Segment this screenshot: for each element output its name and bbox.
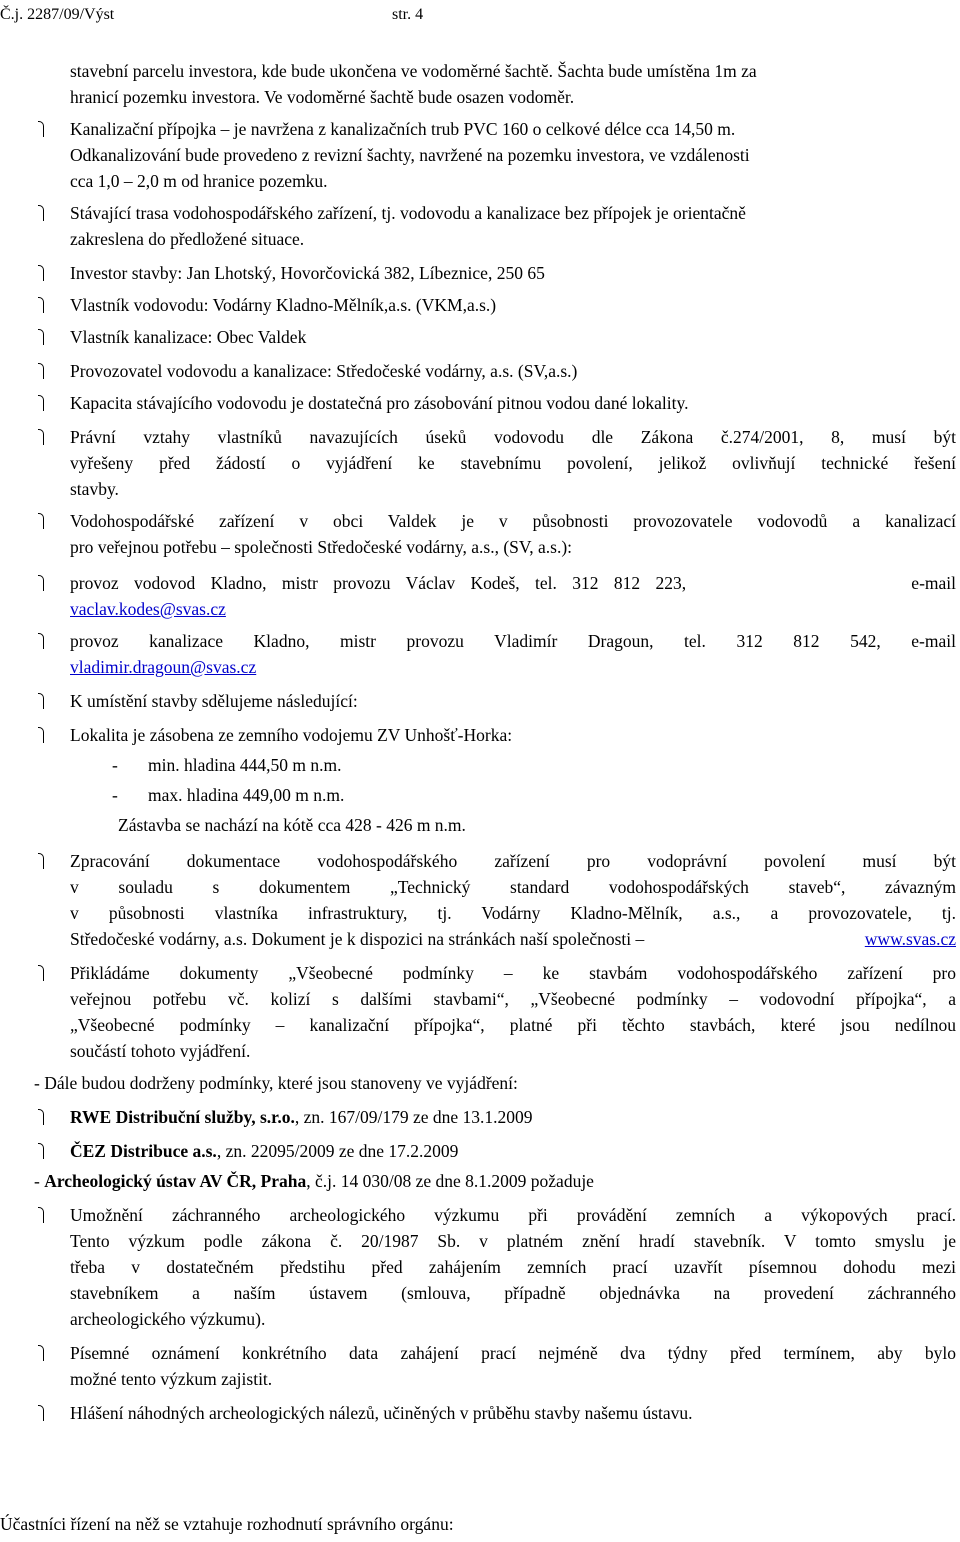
text-line: RWE Distribuční služby, s.r.o., zn. 167/09/179 ze dne 13.1.2009: [70, 1107, 533, 1127]
bullet-icon: [36, 1343, 45, 1363]
list-item-pravni-vztahy: [0, 424, 960, 502]
website-link[interactable]: www.svas.cz: [864, 929, 956, 949]
list-item-provoz-vodovod: [0, 570, 960, 622]
text-line: K umístění stavby sdělujeme následující:: [70, 691, 358, 711]
bullet-icon: [36, 427, 45, 447]
bullet-icon: [36, 691, 45, 711]
text-line: Vodohospodářské zařízení v obci Valdek je v působnosti provozovatele vodovodů a kanalizací: [70, 511, 956, 531]
list-item-lokalita: [0, 722, 960, 748]
text-line: min. hladina 444,50 m n.m.: [148, 755, 342, 775]
sub-item-min: - min. hladina 444,50 m n.m.: [0, 752, 960, 778]
text-line: max. hladina 449,00 m n.m.: [148, 785, 345, 805]
document-body: [0, 58, 960, 1426]
list-item-umozneni: [0, 1202, 960, 1332]
bullet-icon: [36, 361, 45, 381]
zastavba-line: Zástavba se nachází na kótě cca 428 - 426 m n.m.: [118, 815, 466, 835]
bullet-icon: [36, 573, 45, 593]
bullet-icon: [36, 1107, 45, 1127]
text-line: Stávající trasa vodohospodářského zařízení, tj. vodovodu a kanalizace bez přípojek je orientačně: [70, 203, 746, 223]
text-line: provoz kanalizace Kladno, mistr provozu Vladimír Dragoun, tel. 312 812 542, e-mail: [70, 631, 956, 651]
text-line: Lokalita je zásobena ze zemního vodojemu ZV Unhošť-Horka:: [70, 725, 513, 745]
text-line: [70, 654, 956, 680]
text-line: stavební parcelu investora, kde bude ukončena ve vodoměrné šachtě. Šachta bude umístěna 1m za: [70, 61, 757, 81]
list-item-zpracovani: [0, 848, 960, 952]
text-line: možné tento výzkum zajistit.: [70, 1369, 273, 1389]
document-reference: Č.j. 2287/09/Výst: [0, 6, 115, 23]
bullet-icon: [36, 963, 45, 983]
text-line: Umožnění záchranného archeologického výzkumu při provádění zemních a výkopových prací.: [70, 1205, 956, 1225]
text-line: Právní vztahy vlastníků navazujících úseků vodovodu dle Zákona č.274/2001, 8, musí být: [70, 427, 956, 447]
bullet-icon: [36, 327, 45, 347]
text-line: třeba v dostatečném předstihu před zahájením zemních prací uzavřít písemnou dohodu mezi: [70, 1257, 956, 1277]
text-line: Odkanalizování bude provedeno z revizní šachty, navržené na pozemku investora, ve vzdálenosti: [70, 145, 750, 165]
list-item-kanalizace: [0, 116, 960, 194]
list-item-vlastnik-vodovodu: [0, 292, 960, 318]
bullet-icon: [36, 263, 45, 283]
bullet-icon: [36, 851, 45, 871]
text-line: Kanalizační přípojka – je navržena z kanalizačních trub PVC 160 o celkové délce cca 14,50 m.: [70, 119, 736, 139]
list-item-provozovatel: [0, 358, 960, 384]
list-item-rwe: [0, 1104, 960, 1130]
text-line: zakreslena do předložené situace.: [70, 229, 305, 249]
text-line: Zpracování dokumentace vodohospodářského zařízení pro vodoprávní povolení musí být: [70, 851, 956, 871]
list-item-provoz-kanalizace: [0, 628, 960, 680]
text-line: stavby.: [70, 479, 119, 499]
dale-line: - Dále budou dodrženy podmínky, které jsou stanoveny ve vyjádření:: [34, 1073, 518, 1093]
text-line: pro veřejnou potřebu – společnosti Středočeské vodárny, a.s., (SV, a.s.):: [70, 537, 573, 557]
text-line: Provozovatel vodovodu a kanalizace: Středočeské vodárny, a.s. (SV,a.s.): [70, 361, 578, 381]
text-line: hranicí pozemku investora. Ve vodoměrné šachtě bude osazen vodoměr.: [70, 87, 575, 107]
text-line: stavebníkem a naším ústavem (smlouva, případně objednávka na provedení záchranného: [70, 1283, 956, 1303]
text-line: Písemné oznámení konkrétního data zahájení prací nejméně dva týdny před termínem, aby bylo: [70, 1343, 956, 1363]
text-line: provoz vodovod Kladno, mistr provozu Václav Kodeš, tel. 312 812 223, e-mail: [70, 573, 956, 593]
text-line: Vlastník kanalizace: Obec Valdek: [70, 327, 307, 347]
email-link[interactable]: vaclav.kodes@svas.cz: [70, 599, 226, 619]
list-item-hlaseni: [0, 1400, 960, 1426]
list-item-trasa: [0, 200, 960, 252]
text-line: ČEZ Distribuce a.s., zn. 22095/2009 ze dne 17.2.2009: [70, 1141, 459, 1161]
text-line: vyřešeny před žádostí o vyjádření ke stavebnímu povolení, jelikož ovlivňují technické řešení: [70, 453, 956, 473]
bullet-icon: [36, 295, 45, 315]
bullet-icon: [36, 1205, 45, 1225]
text-line: Přikládáme dokumenty „Všeobecné podmínky – ke stavbám vodohospodářského zařízení pro: [70, 963, 956, 983]
text-line: veřejnou potřebu vč. kolizí s dalšími stavbami“, „Všeobecné podmínky – vodovodní přípojka“, a: [70, 989, 956, 1009]
text-line: „Všeobecné podmínky – kanalizační přípojka“, platné při těchto stavbách, které jsou nedílnou: [70, 1015, 956, 1035]
page-number: str. 4: [392, 6, 424, 23]
text-line: Hlášení náhodných archeologických nálezů, učiněných v průběhu stavby našemu ústavu.: [70, 1403, 693, 1423]
bullet-icon: [36, 631, 45, 651]
text-line: Středočeské vodárny, a.s. Dokument je k dispozici na stránkách naší společnosti – www.svas.cz: [70, 926, 956, 952]
text-line: v souladu s dokumentem „Technický standard vodohospodářských staveb“, závazným: [70, 877, 956, 897]
list-item-investor: [0, 260, 960, 286]
participants-heading: Účastníci řízení na něž se vztahuje rozhodnutí správního orgánu:: [0, 1514, 454, 1534]
text-line: součástí tohoto vyjádření.: [70, 1041, 251, 1061]
list-item-kapacita: [0, 390, 960, 416]
bullet-icon: [36, 1403, 45, 1423]
bullet-icon: [36, 393, 45, 413]
text-line: Investor stavby: Jan Lhotský, Hovorčovická 382, Líbeznice, 250 65: [70, 263, 545, 283]
text-line: [70, 596, 956, 622]
list-item-vodohospodarske-zarizeni: [0, 508, 960, 560]
list-item-vlastnik-kanalizace: [0, 324, 960, 350]
archeo-line: - Archeologický ústav AV ČR, Praha, č.j. 14 030/08 ze dne 8.1.2009 požaduje: [34, 1171, 594, 1191]
text-line: v působnosti vlastníka infrastruktury, tj. Vodárny Kladno-Mělník, a.s., a provozovatele, tj.: [70, 903, 956, 923]
bullet-icon: [36, 119, 45, 139]
bullet-icon: [36, 511, 45, 531]
list-item-prikladame: [0, 960, 960, 1064]
bullet-icon: [36, 1141, 45, 1161]
text-line: Vlastník vodovodu: Vodárny Kladno-Mělník,a.s. (VKM,a.s.): [70, 295, 497, 315]
intro-paragraph: [0, 58, 960, 110]
list-item-umisteni: [0, 688, 960, 714]
text-line: Kapacita stávajícího vodovodu je dostatečná pro zásobování pitnou vodou dané lokality.: [70, 393, 689, 413]
text-line: cca 1,0 – 2,0 m od hranice pozemku.: [70, 171, 328, 191]
email-link[interactable]: vladimir.dragoun@svas.cz: [70, 657, 257, 677]
list-item-cez: [0, 1138, 960, 1164]
bullet-icon: [36, 725, 45, 745]
text-line: Tento výzkum podle zákona č. 20/1987 Sb. v platném znění hradí stavebník. V tomto smyslu je: [70, 1231, 956, 1251]
text-line: archeologického výzkumu).: [70, 1309, 266, 1329]
sub-item-max: - max. hladina 449,00 m n.m.: [0, 782, 960, 808]
bullet-icon: [36, 203, 45, 223]
list-item-pisemne: [0, 1340, 960, 1392]
